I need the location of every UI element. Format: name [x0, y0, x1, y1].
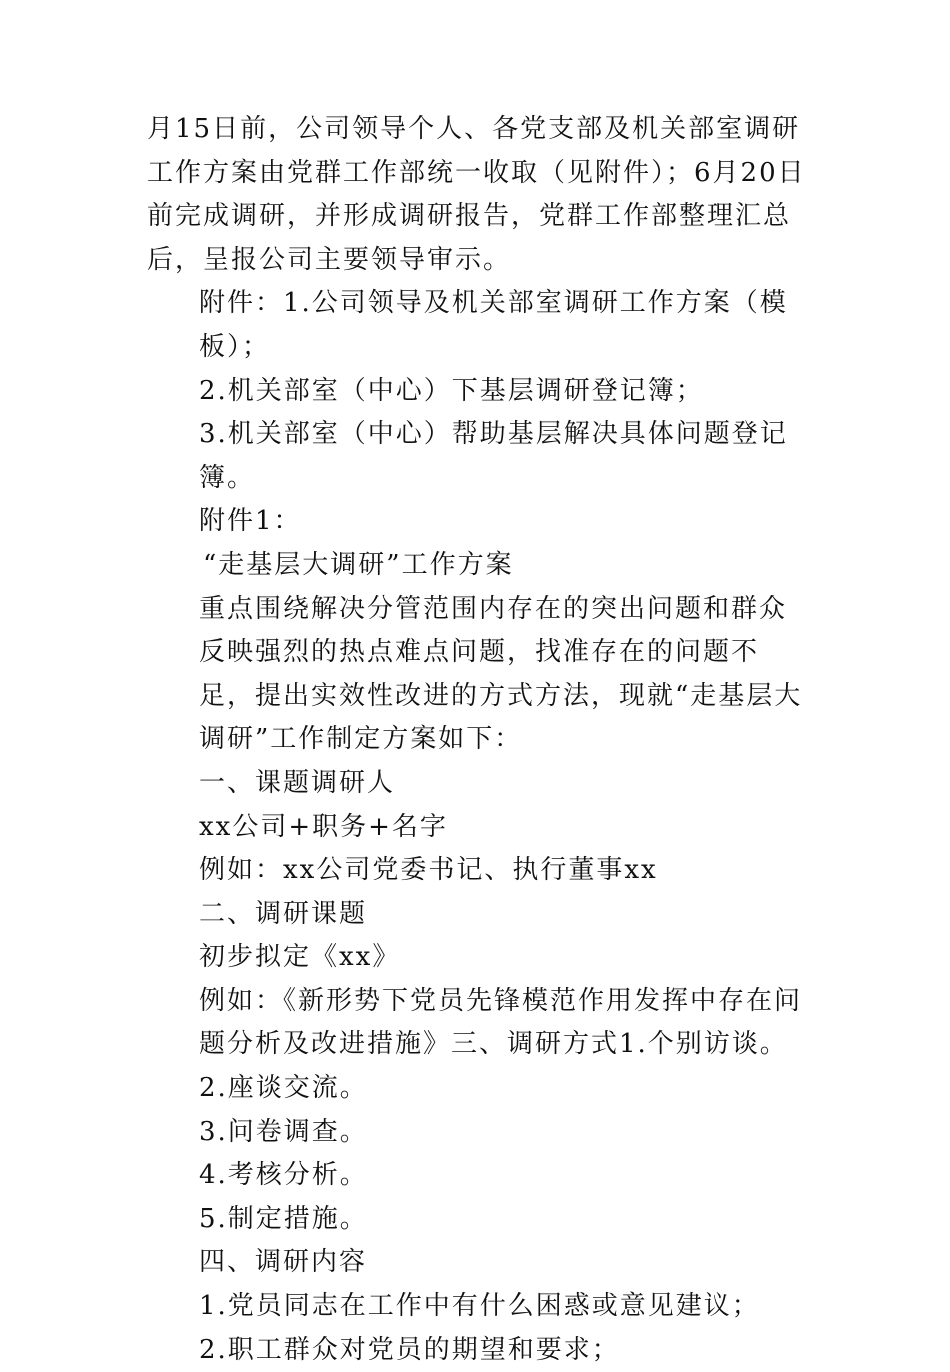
paragraph-topic-draft: 初步拟定《xx》: [199, 942, 401, 973]
paragraph-researcher-format: xx公司+职务+名字: [199, 811, 448, 842]
paragraph-deadline: 月15日前，公司领导个人、各党支部及机关部室调研工作方案由党群工作部统一收取（见附件）；6月20日前完成调研，并形成调研报告，党群工作部整理汇总后，呈报公司主要领导审示。: [147, 114, 806, 275]
section-heading-topic: 二、调研课题: [199, 898, 368, 929]
paragraph-attachment-3: 3.机关部室（中心）帮助基层解决具体问题登记簿。: [199, 419, 788, 493]
list-item-content-1: 1.党员同志在工作中有什么困惑或意见建议；: [199, 1291, 760, 1322]
paragraph-attachment-1-heading: 附件1：: [199, 506, 302, 537]
paragraph-researcher-example: 例如：xx公司党委书记、执行董事xx: [199, 855, 658, 886]
list-item-method-4: 4.考核分析。: [199, 1160, 368, 1191]
list-item-method-3: 3.问卷调查。: [199, 1116, 368, 1147]
paragraph-attachment-list: 附件：1.公司领导及机关部室调研工作方案（模板）；: [199, 288, 788, 362]
list-item-method-5: 5.制定措施。: [199, 1203, 368, 1234]
section-heading-content: 四、调研内容: [199, 1247, 368, 1278]
paragraph-topic-example: 例如：《新形势下党员先锋模范作用发挥中存在问题分析及改进措施》三、调研方式1.个别访谈。 2.座谈交流。: [199, 985, 803, 1104]
plan-title: “走基层大调研”工作方案: [203, 549, 514, 580]
list-item-content-2: 2.职工群众对党员的期望和要求；: [199, 1334, 620, 1365]
paragraph-plan-intro: 重点围绕解决分管范围内存在的突出问题和群众反映强烈的热点难点问题，找准存在的问题不足，提出实效性改进的方式方法，现就“走基层大调研”工作制定方案如下：: [199, 593, 803, 755]
document-body: [147, 108, 812, 1372]
section-heading-researcher: 一、课题调研人: [199, 767, 396, 798]
paragraph-attachment-2: 2.机关部室（中心）下基层调研登记簿；: [199, 375, 704, 406]
